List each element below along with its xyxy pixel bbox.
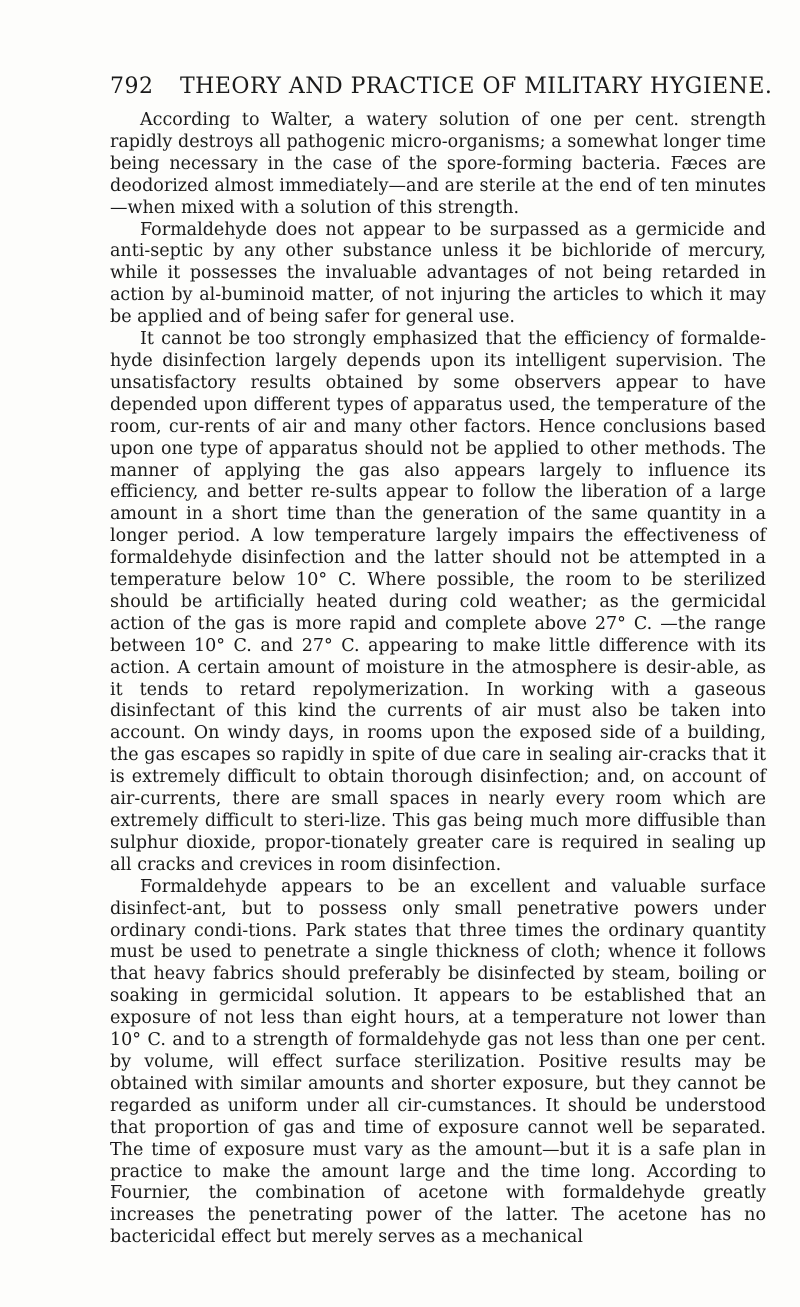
body-text bbox=[110, 110, 766, 1249]
paragraph-surface-disinfectant: Formaldehyde appears to be an excellent and valuable surface disinfect-ant, but to possess only small penetrative powers under ordinary condi-tions. Park states that three times the ordinary quantity must be used to penetrate a single thickness of cloth; whence it follows that heavy fabrics should preferably be disinfected by steam, boiling or soaking in germicidal solution. It appears to be established that an exposure of not less than eight hours, at a temperature not lower than 10° C. and to a strength of formaldehyde gas not less than one per cent. by volume, will effect surface sterilization. Positive results may be obtained with similar amounts and shorter exposure, but they cannot be regarded as uniform under all cir-cumstances. It should be understood that proportion of gas and time of exposure cannot well be separated. The time of exposure must vary as the amount—but it is a safe plan in practice to make the amount large and the time long. According to Fournier, the combination of acetone with formaldehyde greatly increases the penetrating power of the latter. The acetone has no bactericidal effect but merely serves as a mechanical bbox=[110, 876, 766, 1248]
paragraph-walter-solution: According to Walter, a watery solution of one per cent. strength rapidly destroys all pathogenic micro-organisms; a somewhat longer time being necessary in the case of the spore-forming bacteria. Fæces are deodorized almost immediately—and are sterile at the end of ten minutes—when mixed with a solution of this strength. bbox=[110, 110, 766, 218]
paragraph-disinfection-supervision: It cannot be too strongly emphasized that the efficiency of formalde-hyde disinfection largely depends upon its intelligent supervision. The unsatisfactory results obtained by some observers appear to have depended upon different types of apparatus used, the temperature of the room, cur-rents of air and many other factors. Hence conclusions based upon one type of apparatus should not be applied to other methods. The manner of applying the gas also appears largely to influence its efficiency, and better re-sults appear to follow the liberation of a large amount in a short time than the generation of the same quantity in a longer period. A low temperature largely impairs the effectiveness of formaldehyde disinfection and the latter should not be attempted in a temperature below 10° C. Where possible, the room to be sterilized should be artificially heated during cold weather; as the germicidal action of the gas is more rapid and complete above 27° C. —the range between 10° C. and 27° C. appearing to make little difference with its action. A certain amount of moisture in the atmosphere is desir-able, as it tends to retard repolymerization. In working with a gaseous disinfectant of this kind the currents of air must also be taken into account. On windy days, in rooms upon the exposed side of a building, the gas escapes so rapidly in spite of due care in sealing air-cracks that it is extremely difficult to obtain thorough disinfection; and, on account of air-currents, there are small spaces in nearly every room which are extremely difficult to steri-lize. This gas being much more diffusible than sulphur dioxide, propor-tionately greater care is required in sealing up all cracks and crevices in room disinfection. bbox=[110, 329, 766, 875]
running-title: THEORY AND PRACTICE OF MILITARY HYGIENE. bbox=[180, 74, 773, 99]
paragraph-germicide-comparison: Formaldehyde does not appear to be surpassed as a germicide and anti-septic by any other substance unless it be bichloride of mercury, while it possesses the invaluable advantages of not being retarded in action by al-buminoid matter, of not injuring the articles to which it may be applied and of being safer for general use. bbox=[110, 219, 766, 328]
page-number: 792 bbox=[110, 74, 154, 99]
page-header bbox=[110, 74, 773, 108]
